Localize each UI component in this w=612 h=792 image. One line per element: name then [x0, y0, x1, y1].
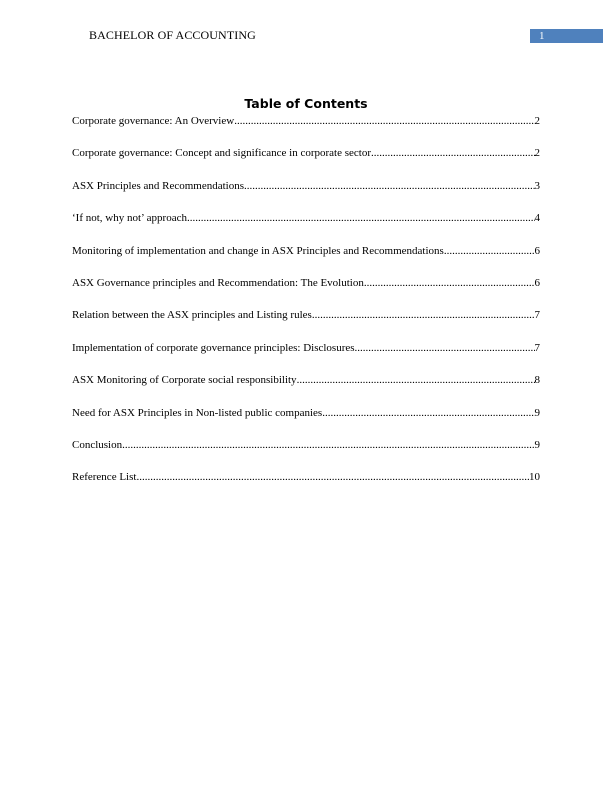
header-title: BACHELOR OF ACCOUNTING	[89, 28, 256, 42]
toc-leader-dots	[234, 114, 534, 128]
toc-entry-title[interactable]: ASX Principles and Recommendations	[72, 179, 245, 192]
toc-entry[interactable]	[72, 276, 540, 308]
toc-entry-page[interactable]: 9	[534, 406, 540, 419]
toc-entry-page[interactable]: 8	[534, 374, 540, 387]
toc-entry-title[interactable]: Conclusion	[72, 438, 123, 451]
toc-entry-title[interactable]: Monitoring of implementation and change in ASX Principles and Recommendations	[72, 244, 444, 257]
toc-entry-title[interactable]: Implementation of corporate governance principles: Disclosures	[72, 341, 355, 354]
toc-entry-page[interactable]: 9	[534, 438, 540, 451]
toc-leader-dots	[371, 146, 534, 160]
toc-leader-dots	[444, 244, 535, 258]
toc-leader-dots	[355, 341, 535, 355]
page-number: 1	[539, 30, 545, 42]
page-number-badge	[530, 29, 603, 43]
toc-entry-title[interactable]: ASX Monitoring of Corporate social responsibility	[72, 374, 297, 387]
toc-entry-title[interactable]: ‘If not, why not’ approach	[72, 212, 187, 225]
toc-entry[interactable]	[72, 438, 540, 470]
toc-leader-dots	[297, 373, 535, 387]
toc-entry[interactable]	[72, 211, 540, 243]
toc-entry[interactable]	[72, 373, 540, 405]
toc-entry[interactable]	[72, 406, 540, 438]
toc-entry-page[interactable]: 6	[534, 276, 540, 289]
toc-entry-page[interactable]: 7	[534, 309, 540, 322]
toc-leader-dots	[364, 276, 535, 290]
toc-heading: Table of Contents	[244, 96, 368, 111]
toc-leader-dots	[244, 179, 534, 193]
toc-leader-dots	[322, 406, 534, 420]
toc-entry-page[interactable]: 2	[534, 147, 540, 160]
toc-entry[interactable]	[72, 179, 540, 211]
toc-entry-title[interactable]: Corporate governance: Concept and significance in corporate sector	[72, 147, 372, 160]
toc-entry-title[interactable]: Relation between the ASX principles and Listing rules	[72, 309, 312, 322]
toc-entry[interactable]	[72, 308, 540, 340]
toc-entry-page[interactable]: 2	[534, 115, 540, 127]
toc-entry-page[interactable]: 3	[534, 179, 540, 192]
toc-entry-title[interactable]: Corporate governance: An Overview	[72, 115, 235, 127]
toc-entry-page[interactable]: 10	[529, 471, 540, 484]
toc-entry-title[interactable]: ASX Governance principles and Recommendation: The Evolution	[72, 276, 364, 289]
toc-entry[interactable]	[72, 341, 540, 373]
toc-entry[interactable]	[72, 114, 540, 146]
toc-entry-page[interactable]: 6	[534, 244, 540, 257]
toc-leader-dots	[122, 438, 534, 452]
toc-leader-dots	[187, 211, 535, 225]
toc-leader-dots	[136, 470, 529, 484]
toc-entry-page[interactable]: 4	[534, 212, 540, 225]
toc-leader-dots	[312, 308, 535, 322]
toc-entry-title[interactable]: Need for ASX Principles in Non-listed public companies	[72, 406, 323, 419]
toc-entry[interactable]	[72, 244, 540, 276]
toc-entry-page[interactable]: 7	[534, 341, 540, 354]
toc-entry-title[interactable]: Reference List	[72, 471, 137, 484]
toc-entry[interactable]	[72, 146, 540, 178]
toc-entry[interactable]	[72, 470, 540, 502]
toc-list	[72, 114, 540, 503]
